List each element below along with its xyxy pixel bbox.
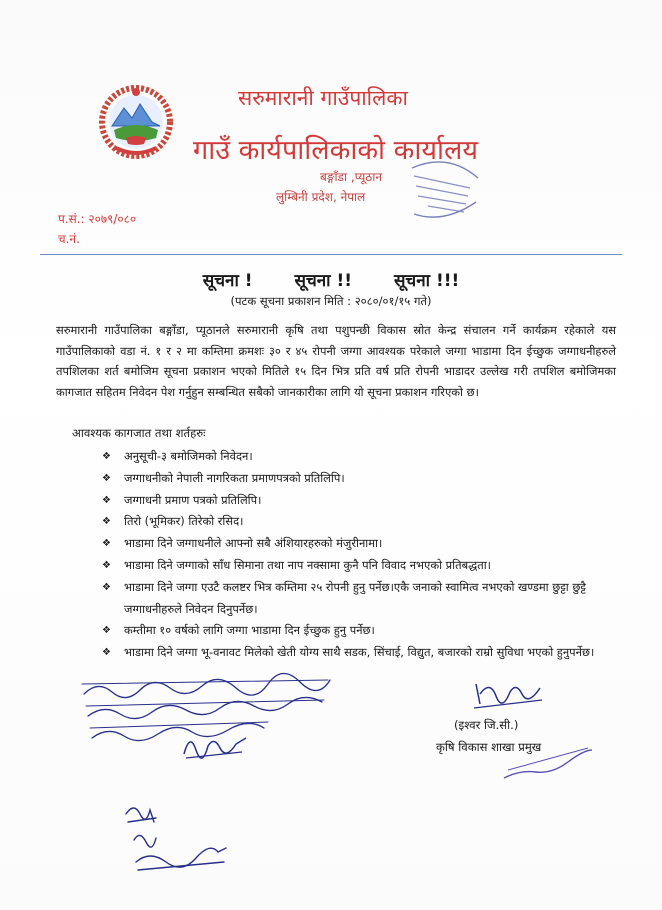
address-line-1: बङ्गाँडा ,प्यूठान <box>320 170 383 184</box>
officer-signature-icon <box>470 676 550 710</box>
notice-title-3: सूचना !!! <box>393 271 460 291</box>
dispatch-number: च.नं. <box>58 232 80 246</box>
org-name: सरुमारानी गाउँपालिका <box>238 86 408 110</box>
signature-icon <box>180 728 250 762</box>
header-divider <box>40 254 622 255</box>
office-stamp-icon <box>408 158 480 220</box>
signatory-name: (इश्वर जि.सी.) <box>454 718 519 732</box>
list-item: ❖ भाडामा दिने जग्गा एउटै कलष्टर भित्र कम्तिमा २५ रोपनी हुनु पर्नेछ।एकै जनाको स्वामित्व नभएको खण्डमा छुट्टा छुट्टै जग्गाधनीहरुले निवेदन दिनुपर्नेछ। <box>100 577 618 621</box>
requirements-list <box>100 446 618 664</box>
list-item: ❖ भाडामा दिने जग्गाधनीले आफ्नो सबै अंशियारहरुको मंजुरीनामा। <box>100 533 618 555</box>
requirements-heading: आवश्यक कागजात तथा शर्तहरुः <box>72 426 206 440</box>
list-item: ❖ कम्तीमा १० वर्षको लागि जग्गा भाडामा दिन ईच्छुक हुनु पर्नेछ। <box>100 620 618 642</box>
signatory-title: कृषि विकास शाखा प्रमुख <box>436 740 542 754</box>
notice-title-2: सूचना !! <box>294 271 353 291</box>
list-item: ❖ अनुसूची-३ बमोजिमको निवेदन। <box>100 446 618 468</box>
address-line-2: लुम्बिनी प्रदेश, नेपाल <box>276 190 366 204</box>
handwritten-stamp-icon <box>500 744 596 784</box>
list-item: ❖ भाडामा दिने जग्गा भू-वनावट मिलेको खेती योग्य साथै सडक, सिंचाई, विद्युत, बजारको राम्रो सुविधा भएको हुनुपर्नेछ। <box>100 642 618 664</box>
list-item: ❖ जग्गाधनी प्रमाण पत्रको प्रतिलिपि। <box>100 490 618 512</box>
office-name: गाउँ कार्यपालिकाको कार्यालय <box>193 135 478 166</box>
reference-number: प.सं.: २०७९/०८० <box>58 212 137 226</box>
notice-title <box>0 268 662 291</box>
notice-title-1: सूचना ! <box>202 271 253 291</box>
notice-body: सरुमारानी गाउँपालिका बङ्गाँडा, प्यूठानले सरुमारानी कृषि तथा पशुपन्छी विकास स्रोत केन्द्र संचालन गर्ने कार्यक्रम रहेकाले यस गाउँपालिकाको वडा नं. १ र २ मा कम्तिमा क्रमशः ३० र ४५ रोपनी जग्गा आवश्यक परेकाले जग्गा भाडामा दिन ईच्छुक जग्गाधनीहरुले तपशिलका शर्त बमोजिम सूचना प्रकाशन भएको मितिले १५ दिन भित्र प्रति वर्ष प्रति रोपनी भाडादर उल्लेख गरी तपशिल बमोजिमका कागजात सहितम निवेदन पेश गर्नुहुन सम्बन्धित सबैको जानकारीका लागि यो सूचना प्रकाशन गरिएको छ। <box>56 323 616 399</box>
list-item: ❖ तिरो (भूमिकर) तिरेको रसिद। <box>100 511 618 533</box>
handwritten-date-icon <box>120 800 240 880</box>
list-item: ❖ जग्गाधनीको नेपाली नागरिकता प्रमाणपत्रको प्रतिलिपि। <box>100 468 618 490</box>
publish-date: (पटक सूचना प्रकाशन मिति : २०८०/०१/१५ गते) <box>230 294 432 308</box>
nepal-emblem-icon <box>96 82 176 162</box>
list-item: ❖ भाडामा दिने जग्गाको साँध सिमाना तथा नाप नक्सामा कुनै पनि विवाद नभएको प्रतिबद्धता। <box>100 555 618 577</box>
